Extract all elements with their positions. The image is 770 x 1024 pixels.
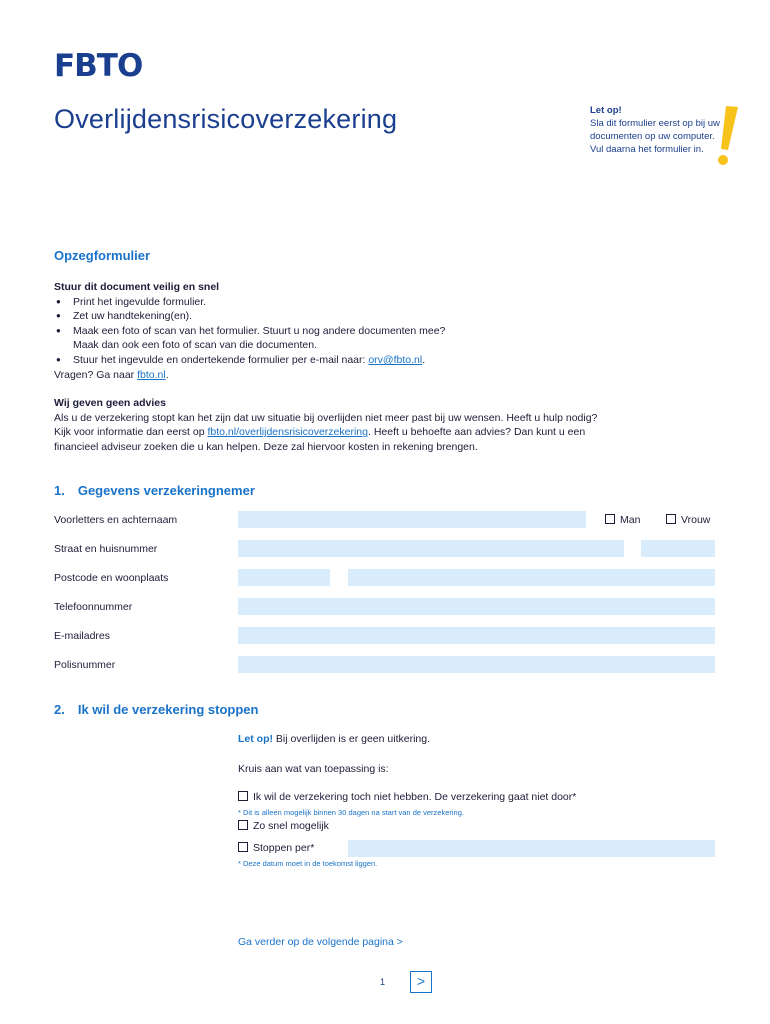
fbto-link[interactable]: fbto.nl bbox=[137, 368, 166, 381]
notice-title: Let op! bbox=[590, 105, 622, 116]
option3-note: * Deze datum moet in de toekomst liggen. bbox=[238, 859, 378, 868]
gender-vrouw-option[interactable]: Vrouw bbox=[666, 514, 710, 526]
postcode-label: Postcode en woonplaats bbox=[54, 572, 169, 584]
city-field[interactable] bbox=[348, 569, 715, 586]
gender-man-option[interactable]: Man bbox=[605, 514, 640, 526]
postcode-field[interactable] bbox=[238, 569, 330, 586]
notice-body: Sla dit formulier eerst op bij uw documenten op uw computer. Vul daarna het formulier in. bbox=[590, 118, 720, 155]
page-title: Overlijdensrisicoverzekering bbox=[54, 104, 398, 134]
policy-label: Polisnummer bbox=[54, 659, 116, 671]
vrouw-checkbox[interactable] bbox=[666, 514, 676, 524]
email-field[interactable] bbox=[238, 627, 715, 644]
not-wanted-checkbox[interactable] bbox=[238, 791, 248, 801]
policy-field[interactable] bbox=[238, 656, 715, 673]
questions-line: Vragen? Ga naar fbto.nl. bbox=[54, 368, 169, 381]
section2-heading: 2. Ik wil de verzekering stoppen bbox=[54, 702, 259, 717]
option1-note: * Dit is alleen mogelijk binnen 30 dagen na start van de verzekering. bbox=[238, 808, 464, 817]
send-title: Stuur dit document veilig en snel bbox=[54, 281, 220, 293]
fbto-logo bbox=[54, 50, 142, 82]
name-label: Voorletters en achternaam bbox=[54, 514, 178, 526]
info-link[interactable]: fbto.nl/overlijdensrisicoverzekering bbox=[207, 426, 368, 439]
man-checkbox[interactable] bbox=[605, 514, 615, 524]
street-label: Straat en huisnummer bbox=[54, 543, 158, 555]
list-item: ● Print het ingevulde formulier. bbox=[54, 295, 714, 310]
advice-title: Wij geven geen advies bbox=[54, 397, 166, 409]
option-not-wanted[interactable]: Ik wil de verzekering toch niet hebben. De verzekering gaat niet door* bbox=[238, 791, 576, 803]
list-item: ● Maak een foto of scan van het formulier. Stuurt u nog andere documenten mee? Maak dan ook een foto of scan van die documenten. bbox=[54, 324, 714, 353]
phone-field[interactable] bbox=[238, 598, 715, 615]
house-number-field[interactable] bbox=[641, 540, 715, 557]
list-item: ● Stuur het ingevulde en ondertekende formulier per e-mail naar: orv@fbto.nl. bbox=[54, 353, 714, 368]
list-item: ● Zet uw handtekening(en). bbox=[54, 309, 714, 324]
intro-heading: Opzegformulier bbox=[54, 248, 151, 263]
next-page-button[interactable]: > bbox=[410, 971, 432, 993]
option-asap[interactable]: Zo snel mogelijk bbox=[238, 820, 329, 832]
instruction-list bbox=[54, 295, 714, 368]
exclamation-icon bbox=[712, 104, 742, 168]
warning-line: Let op! Bij overlijden is er geen uitkering. bbox=[238, 733, 430, 745]
name-field[interactable] bbox=[238, 511, 586, 528]
asap-checkbox[interactable] bbox=[238, 820, 248, 830]
instruction-line: Kruis aan wat van toepassing is: bbox=[238, 763, 389, 775]
email-link[interactable]: orv@fbto.nl bbox=[368, 353, 423, 366]
phone-label: Telefoonnummer bbox=[54, 601, 133, 613]
advice-block: Wij geven geen advies Als u de verzekering stopt kan het zijn dat uw situatie bij overlijden niet meer past bij uw wensen. Heeft u hulp nodig? Kijk voor informatie dan eerst op fbto.nl/overlijdensrisicoverzekering. Heeft u behoefte aan advies? Dan kunt u een financieel adviseur zoeken die u kan helpen. Deze zal hiervoor kosten in rekening brengen. bbox=[54, 396, 734, 454]
notice-box bbox=[590, 104, 720, 156]
section1-heading: 1. Gegevens verzekeringnemer bbox=[54, 483, 255, 498]
intro-block bbox=[54, 280, 714, 382]
page-number: 1 bbox=[380, 977, 386, 987]
next-page-link[interactable]: Ga verder op de volgende pagina > bbox=[238, 936, 403, 948]
logo-text: FBTO bbox=[54, 48, 143, 84]
street-field[interactable] bbox=[238, 540, 624, 557]
stop-date-checkbox[interactable] bbox=[238, 842, 248, 852]
stop-date-field[interactable] bbox=[348, 840, 715, 857]
email-label: E-mailadres bbox=[54, 630, 111, 642]
option-stop-date[interactable]: Stoppen per* bbox=[238, 842, 314, 854]
